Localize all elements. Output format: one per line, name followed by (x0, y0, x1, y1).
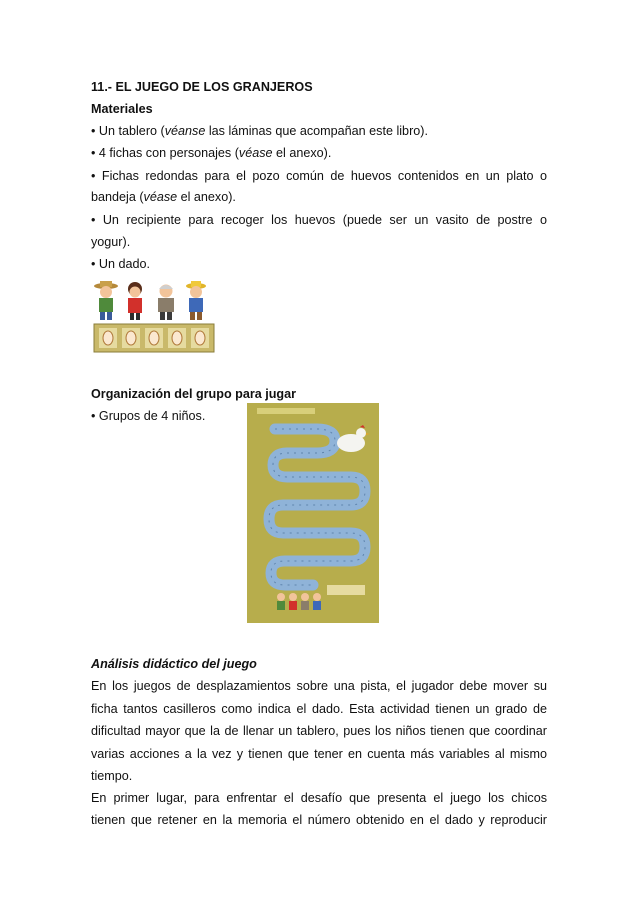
materiales-item-2: • 4 fichas con personajes (véase el anexo). (91, 146, 332, 160)
analisis-line-6: En primer lugar, para enfrentar el desafío que presenta el juego los chicos (91, 791, 547, 805)
organizacion-heading: Organización del grupo para jugar (91, 387, 297, 401)
materiales-item-4-line-1: • Un recipiente para recoger los huevos (puede ser un vasito de postre o (91, 213, 547, 227)
materiales-item-4-line-2: yogur). (91, 235, 131, 249)
analisis-heading: Análisis didáctico del juego (91, 657, 257, 671)
grandpa-character-icon (158, 285, 174, 321)
materiales-item-5: • Un dado. (91, 257, 151, 271)
analisis-line-3: dificultad mayor que la de llenar un tablero, pues los niños tienen que coordinar (91, 724, 547, 738)
game-board-illustration (247, 403, 379, 623)
analisis-line-4: varias acciones a la vez y tienen que tener en cuenta más variables al mismo (91, 747, 547, 761)
analisis-line-1: En los juegos de desplazamientos sobre una pista, el jugador debe mover su (91, 679, 547, 693)
materiales-item-3-line-1: • Fichas redondas para el pozo común de huevos contenidos en un plato o (91, 169, 547, 183)
boy-character-icon (186, 281, 206, 320)
analisis-line-7: tienen que retener en la memoria el número obtenido en el dado y reproducir (91, 813, 547, 827)
analisis-line-2: ficha tantos casilleros como indica el dado. Esta actividad tienen un grado de (91, 702, 547, 716)
materiales-heading: Materiales (91, 102, 153, 116)
farmer-character-icon (94, 281, 118, 320)
section-title: 11.- EL JUEGO DE LOS GRANJEROS (91, 80, 313, 94)
egg-tray-icon (94, 324, 214, 352)
organizacion-item-1: • Grupos de 4 niños. (91, 409, 206, 423)
analisis-line-5: tiempo. (91, 769, 133, 783)
characters-and-eggs-illustration (91, 278, 219, 354)
girl-character-icon (128, 282, 142, 320)
materiales-item-3-line-2: bandeja (véase el anexo). (91, 190, 236, 204)
materiales-item-1: • Un tablero (véanse las láminas que acompañan este libro). (91, 124, 428, 138)
